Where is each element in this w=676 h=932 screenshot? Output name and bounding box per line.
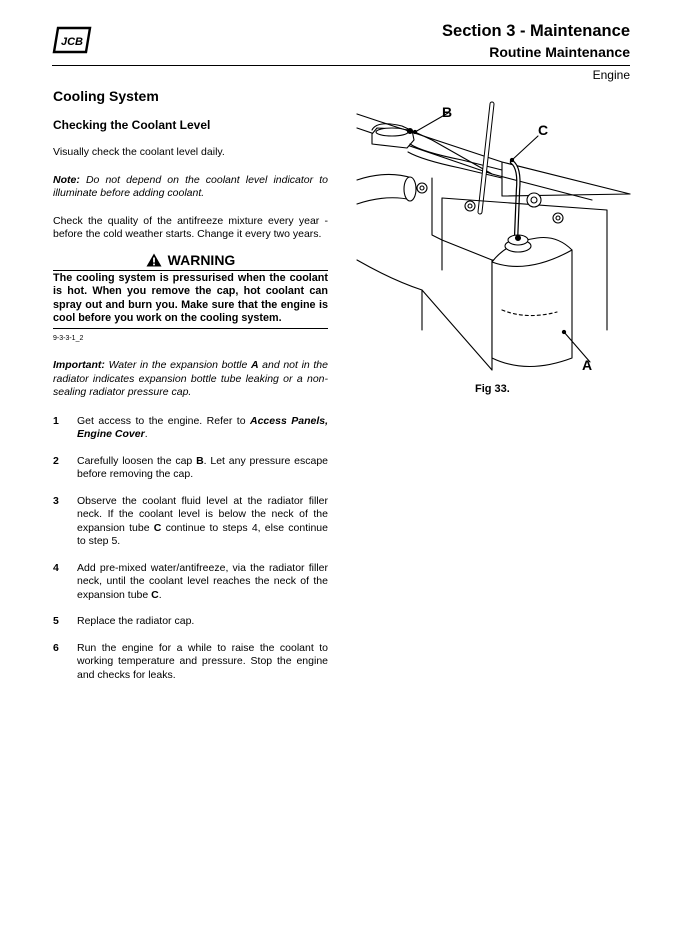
step-item (53, 642, 328, 683)
bolt (527, 193, 541, 207)
section-heading: Checking the Coolant Level (53, 117, 211, 132)
step-text-part: Observe the coolant fluid level at the radiator filler neck. If the coolant level is below the neck of the expansion tube (77, 494, 328, 534)
callout-c: C (538, 122, 549, 138)
step-text-part: Get access to the engine. Refer to (77, 414, 250, 427)
step-item (53, 455, 328, 482)
bolt (553, 213, 563, 223)
important-ref: A (250, 359, 259, 372)
subsection-title: Routine Maintenance (489, 44, 630, 60)
header-divider (52, 65, 630, 66)
step-text (77, 495, 328, 549)
important-label: Important: (53, 359, 105, 372)
step-number: 4 (53, 561, 59, 574)
main-column (53, 90, 328, 695)
step-item (53, 415, 328, 442)
important-text: and not in the radiator indicates expansion bottle tube leaking or a non-sealing radiator pressure cap. (53, 359, 328, 399)
leader-c (512, 136, 538, 160)
step-text-part: Carefully loosen the cap (77, 454, 197, 467)
warning-icon (146, 253, 162, 267)
step-reference: B (196, 454, 204, 467)
logo-text: JCB (60, 36, 84, 48)
chapter-label: Engine (592, 68, 630, 82)
step-text-part: . (144, 428, 148, 441)
step-number: 1 (53, 414, 59, 427)
step-item (53, 615, 328, 629)
step-text (77, 642, 328, 683)
warning-title: WARNING (167, 251, 236, 268)
step-reference: C (153, 521, 162, 534)
important-paragraph (53, 359, 328, 400)
step-text-part: . Let any pressure escape before removing the cap. (77, 454, 328, 481)
step-text-part: Run the engine for a while to raise the coolant to working temperature and pressure. Stop the engine and checks for leaks. (77, 641, 328, 681)
coolant-figure (352, 100, 632, 380)
step-text (77, 615, 328, 629)
callout-b: B (442, 104, 453, 120)
jcb-logo (52, 26, 92, 54)
step-reference: Access Panels, Engine Cover (77, 414, 329, 441)
step-item (53, 562, 328, 603)
step-text (77, 415, 328, 442)
step-number: 6 (53, 641, 59, 654)
figure-caption: Fig 33. (475, 383, 510, 395)
steps-list (53, 415, 328, 683)
important-text: Water in the expansion bottle (104, 359, 251, 372)
intro-text: Visually check the coolant level daily. (53, 146, 225, 158)
callout-a: A (582, 357, 593, 373)
bolt (465, 201, 475, 211)
note-text: Do not depend on the coolant level indicator to illuminate before adding coolant. (53, 173, 328, 199)
step-text-part: Add pre-mixed water/antifreeze, via the radiator filler neck, until the coolant level reaches the neck of the expansion tube (77, 561, 328, 601)
bolt (417, 183, 427, 193)
quality-text: Check the quality of the antifreeze mixture every year - before the cold weather starts. Change it every two years. (53, 214, 328, 240)
step-text-part: continue to steps 4, else continue to step 5. (77, 521, 328, 548)
page-title: Cooling System (53, 88, 159, 104)
note-paragraph (53, 174, 328, 201)
cap-top (376, 128, 408, 136)
step-text (77, 562, 328, 603)
step-number: 3 (53, 494, 59, 507)
warning-code: 9-3-3-1_2 (53, 334, 84, 342)
note-label: Note: (53, 173, 80, 186)
step-text-part: Replace the radiator cap. (77, 615, 195, 628)
warning-heading (53, 253, 328, 268)
warning-body: The cooling system is pressurised when the coolant is hot. When you remove the cap, hot coolant can spray out and burn you. Make sure that the engine is cool before you work on the cooling system. (53, 270, 328, 329)
step-number: 5 (53, 615, 59, 628)
expansion-bottle (492, 238, 572, 367)
step-reference: C (151, 588, 159, 601)
step-number: 2 (53, 454, 59, 467)
step-text-part: . (158, 588, 162, 601)
section-title: Section 3 - Maintenance (442, 22, 630, 40)
step-item (53, 495, 328, 549)
step-text (77, 455, 328, 482)
